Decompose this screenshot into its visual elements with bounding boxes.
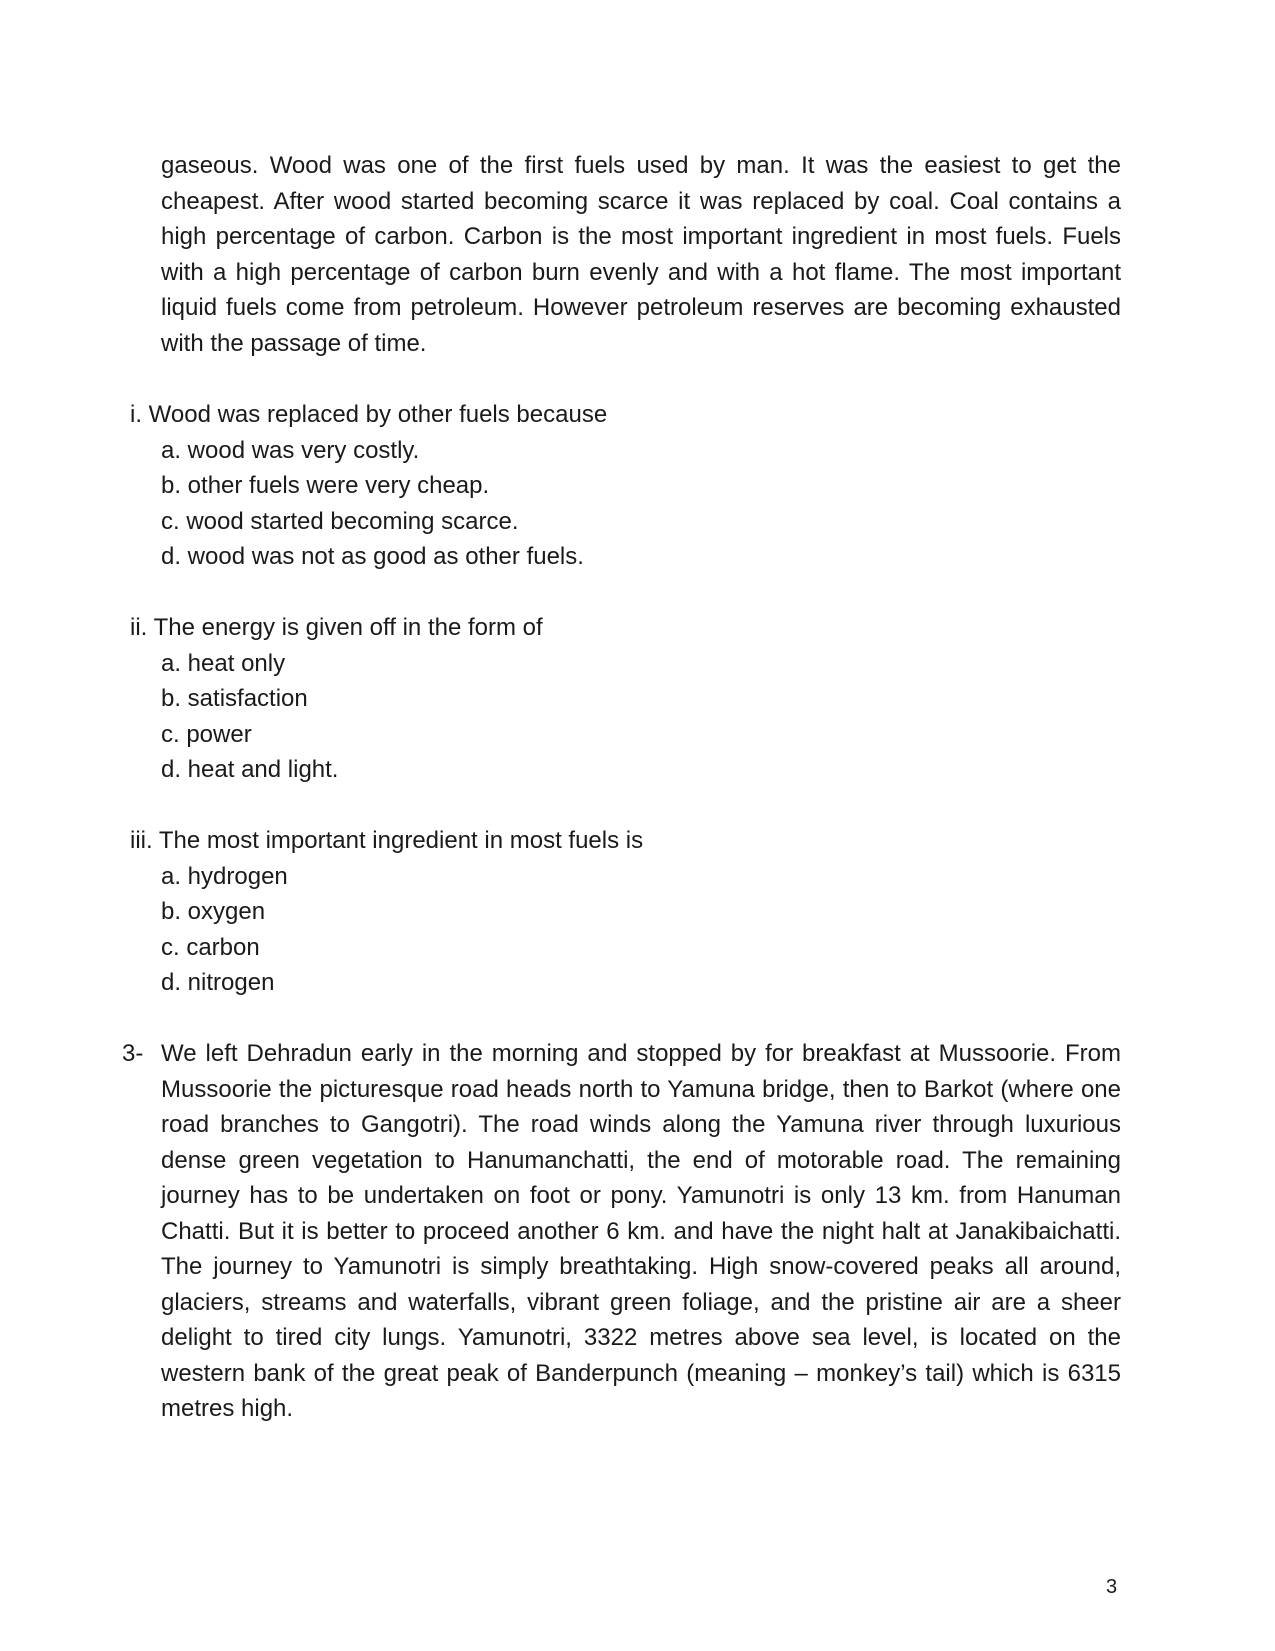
answer-option: d. heat and light. (161, 756, 339, 783)
question-3 (130, 823, 1030, 1001)
answer-option: b. other fuels were very cheap. (161, 472, 490, 499)
answer-option: a. hydrogen (161, 862, 288, 890)
section-3-paragraph: We left Dehradun early in the morning and stopped by for breakfast at Mussoorie. From Mussoorie the picturesque road heads north to Yamuna bridge, then to Barkot (where one road branches to Gangotri). The road winds along the Yamuna river through luxurious dense green vegetation to Hanumanchatti, the end of motorable road. The remaining journey has to be undertaken on foot or pony. Yamunotri is only 13 km. from Hanuman Chatti. But it is better to proceed another 6 km. and have the night halt at Janakibaichatti. The journey to Yamunotri is simply breathtaking. High snow-covered peaks all around, glaciers, streams and waterfalls, vibrant green foliage, and the pristine air are a sheer delight to tired city lungs. Yamunotri, 3322 metres above sea level, is located on the western bank of the great peak of Banderpunch (meaning – monkey’s tail) which is 6315 metres high. (161, 1040, 1121, 1422)
answer-option: c. wood started becoming scarce. (161, 507, 519, 535)
answer-option: d. nitrogen (161, 969, 275, 996)
question-1 (130, 397, 1030, 575)
section-3 (122, 1036, 1121, 1427)
answer-option: c. power (161, 720, 252, 748)
page-number: 3 (1106, 1576, 1118, 1598)
answer-option: d. wood was not as good as other fuels. (161, 543, 584, 570)
question-2 (130, 610, 1030, 788)
answer-option: b. oxygen (161, 898, 266, 925)
question-stem: ii. The energy is given off in the form of (130, 614, 543, 641)
answer-option: a. wood was very costly. (161, 436, 420, 464)
section-number: 3- (122, 1040, 144, 1067)
answer-option: b. satisfaction (161, 685, 308, 712)
question-stem: i. Wood was replaced by other fuels because (130, 401, 608, 428)
passage-paragraph: gaseous. Wood was one of the first fuels used by man. It was the easiest to get the cheapest. After wood started becoming scarce it was replaced by coal. Coal contains a high percentage of carbon. Carbon is the most important ingredient in most fuels. Fuels with a high percentage of carbon burn evenly and with a hot flame. The most important liquid fuels come from petroleum. However petroleum reserves are becoming exhausted with the passage of time. (161, 152, 1121, 357)
answer-option: a. heat only (161, 649, 286, 677)
answer-option: c. carbon (161, 933, 260, 961)
question-stem: iii. The most important ingredient in most fuels is (130, 827, 644, 854)
